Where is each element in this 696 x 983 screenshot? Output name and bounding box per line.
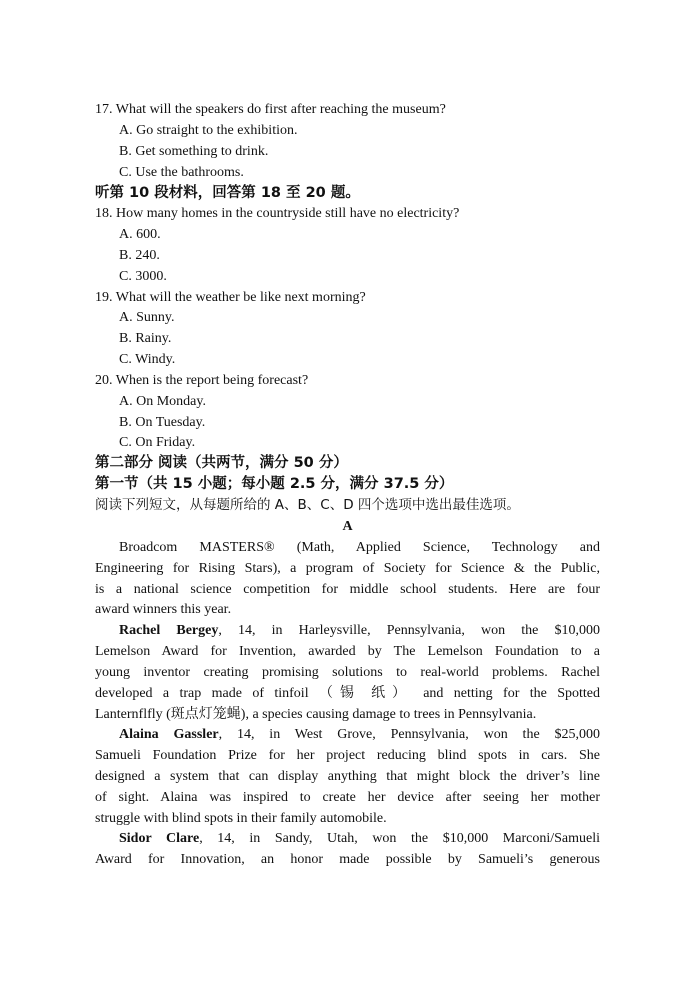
q19-option-b: B. Rainy.	[119, 331, 172, 346]
paragraph-2-line: developed a trap made of tinfoil （锡 纸） and netting for the Spotted	[95, 686, 600, 701]
paragraph-3-text: , 14, in West Grove, Pennsylvania, won the $25,000	[218, 727, 600, 742]
reading-instructions: 阅读下列短文，从每题所给的 A、B、C、D 四个选项中选出最佳选项。	[95, 497, 520, 513]
paragraph-1-line: Engineering for Rising Stars), a program of Society for Science & the Public,	[95, 561, 600, 576]
q17-option-b: B. Get something to drink.	[119, 144, 269, 159]
paragraph-1-line: Broadcom MASTERS® (Math, Applied Science, Technology and	[119, 540, 600, 555]
section-1-header: 第一节（共 15 小题；每小题 2.5 分，满分 37.5 分）	[95, 476, 454, 492]
paragraph-3-first-line	[119, 724, 600, 745]
winner-name: Rachel Bergey	[119, 623, 219, 638]
passage-label: A	[342, 519, 353, 534]
winner-name: Sidor Clare	[119, 831, 200, 846]
paragraph-2-line: Lanternflfly (斑点灯笼蝇), a species causing damage to trees in Pennsylvania.	[95, 707, 537, 722]
q18-option-c: C. 3000.	[119, 269, 167, 284]
paragraph-1-line: is a national science competition for middle school students. Here are four	[95, 582, 600, 597]
paragraph-4-first-line	[119, 828, 600, 849]
section-10-header: 听第 10 段材料，回答第 18 至 20 题。	[95, 185, 360, 201]
question-19: 19. What will the weather be like next morning?	[95, 290, 366, 305]
paragraph-3-line: designed a system that can display anything that might block the driver’s line	[95, 769, 600, 784]
q18-option-a: A. 600.	[119, 227, 161, 242]
paragraph-2-line: young inventor creating promising solutions to real-world problems. Rachel	[95, 665, 600, 680]
paragraph-4-text: , 14, in Sandy, Utah, won the $10,000 Marconi/Samueli	[199, 831, 600, 846]
question-18: 18. How many homes in the countryside still have no electricity?	[95, 206, 460, 221]
paragraph-3-line: Samueli Foundation Prize for her project reducing blind spots in cars. She	[95, 748, 600, 763]
q19-option-a: A. Sunny.	[119, 310, 175, 325]
q18-option-b: B. 240.	[119, 248, 160, 263]
q20-option-b: B. On Tuesday.	[119, 415, 206, 430]
paragraph-3-line: struggle with blind spots in their family automobile.	[95, 811, 387, 826]
q17-option-c: C. Use the bathrooms.	[119, 165, 244, 180]
q17-option-a: A. Go straight to the exhibition.	[119, 123, 298, 138]
winner-name: Alaina Gassler	[119, 727, 219, 742]
q20-option-c: C. On Friday.	[119, 435, 196, 450]
paragraph-1-line: award winners this year.	[95, 602, 232, 617]
paragraph-2-line: Lemelson Award for Invention, awarded by The Lemelson Foundation to a	[95, 644, 600, 659]
q20-option-a: A. On Monday.	[119, 394, 206, 409]
part-2-header: 第二部分 阅读（共两节，满分 50 分）	[95, 455, 348, 471]
paragraph-4-line: Award for Innovation, an honor made possible by Samueli’s generous	[95, 852, 600, 867]
q19-option-c: C. Windy.	[119, 352, 176, 367]
question-20: 20. When is the report being forecast?	[95, 373, 309, 388]
paragraph-2-text: , 14, in Harleysville, Pennsylvania, won the $10,000	[218, 623, 600, 638]
paragraph-2-first-line	[119, 620, 600, 641]
paragraph-3-line: of sight. Alaina was inspired to create her device after seeing her mother	[95, 790, 600, 805]
question-17: 17. What will the speakers do first after reaching the museum?	[95, 102, 446, 117]
